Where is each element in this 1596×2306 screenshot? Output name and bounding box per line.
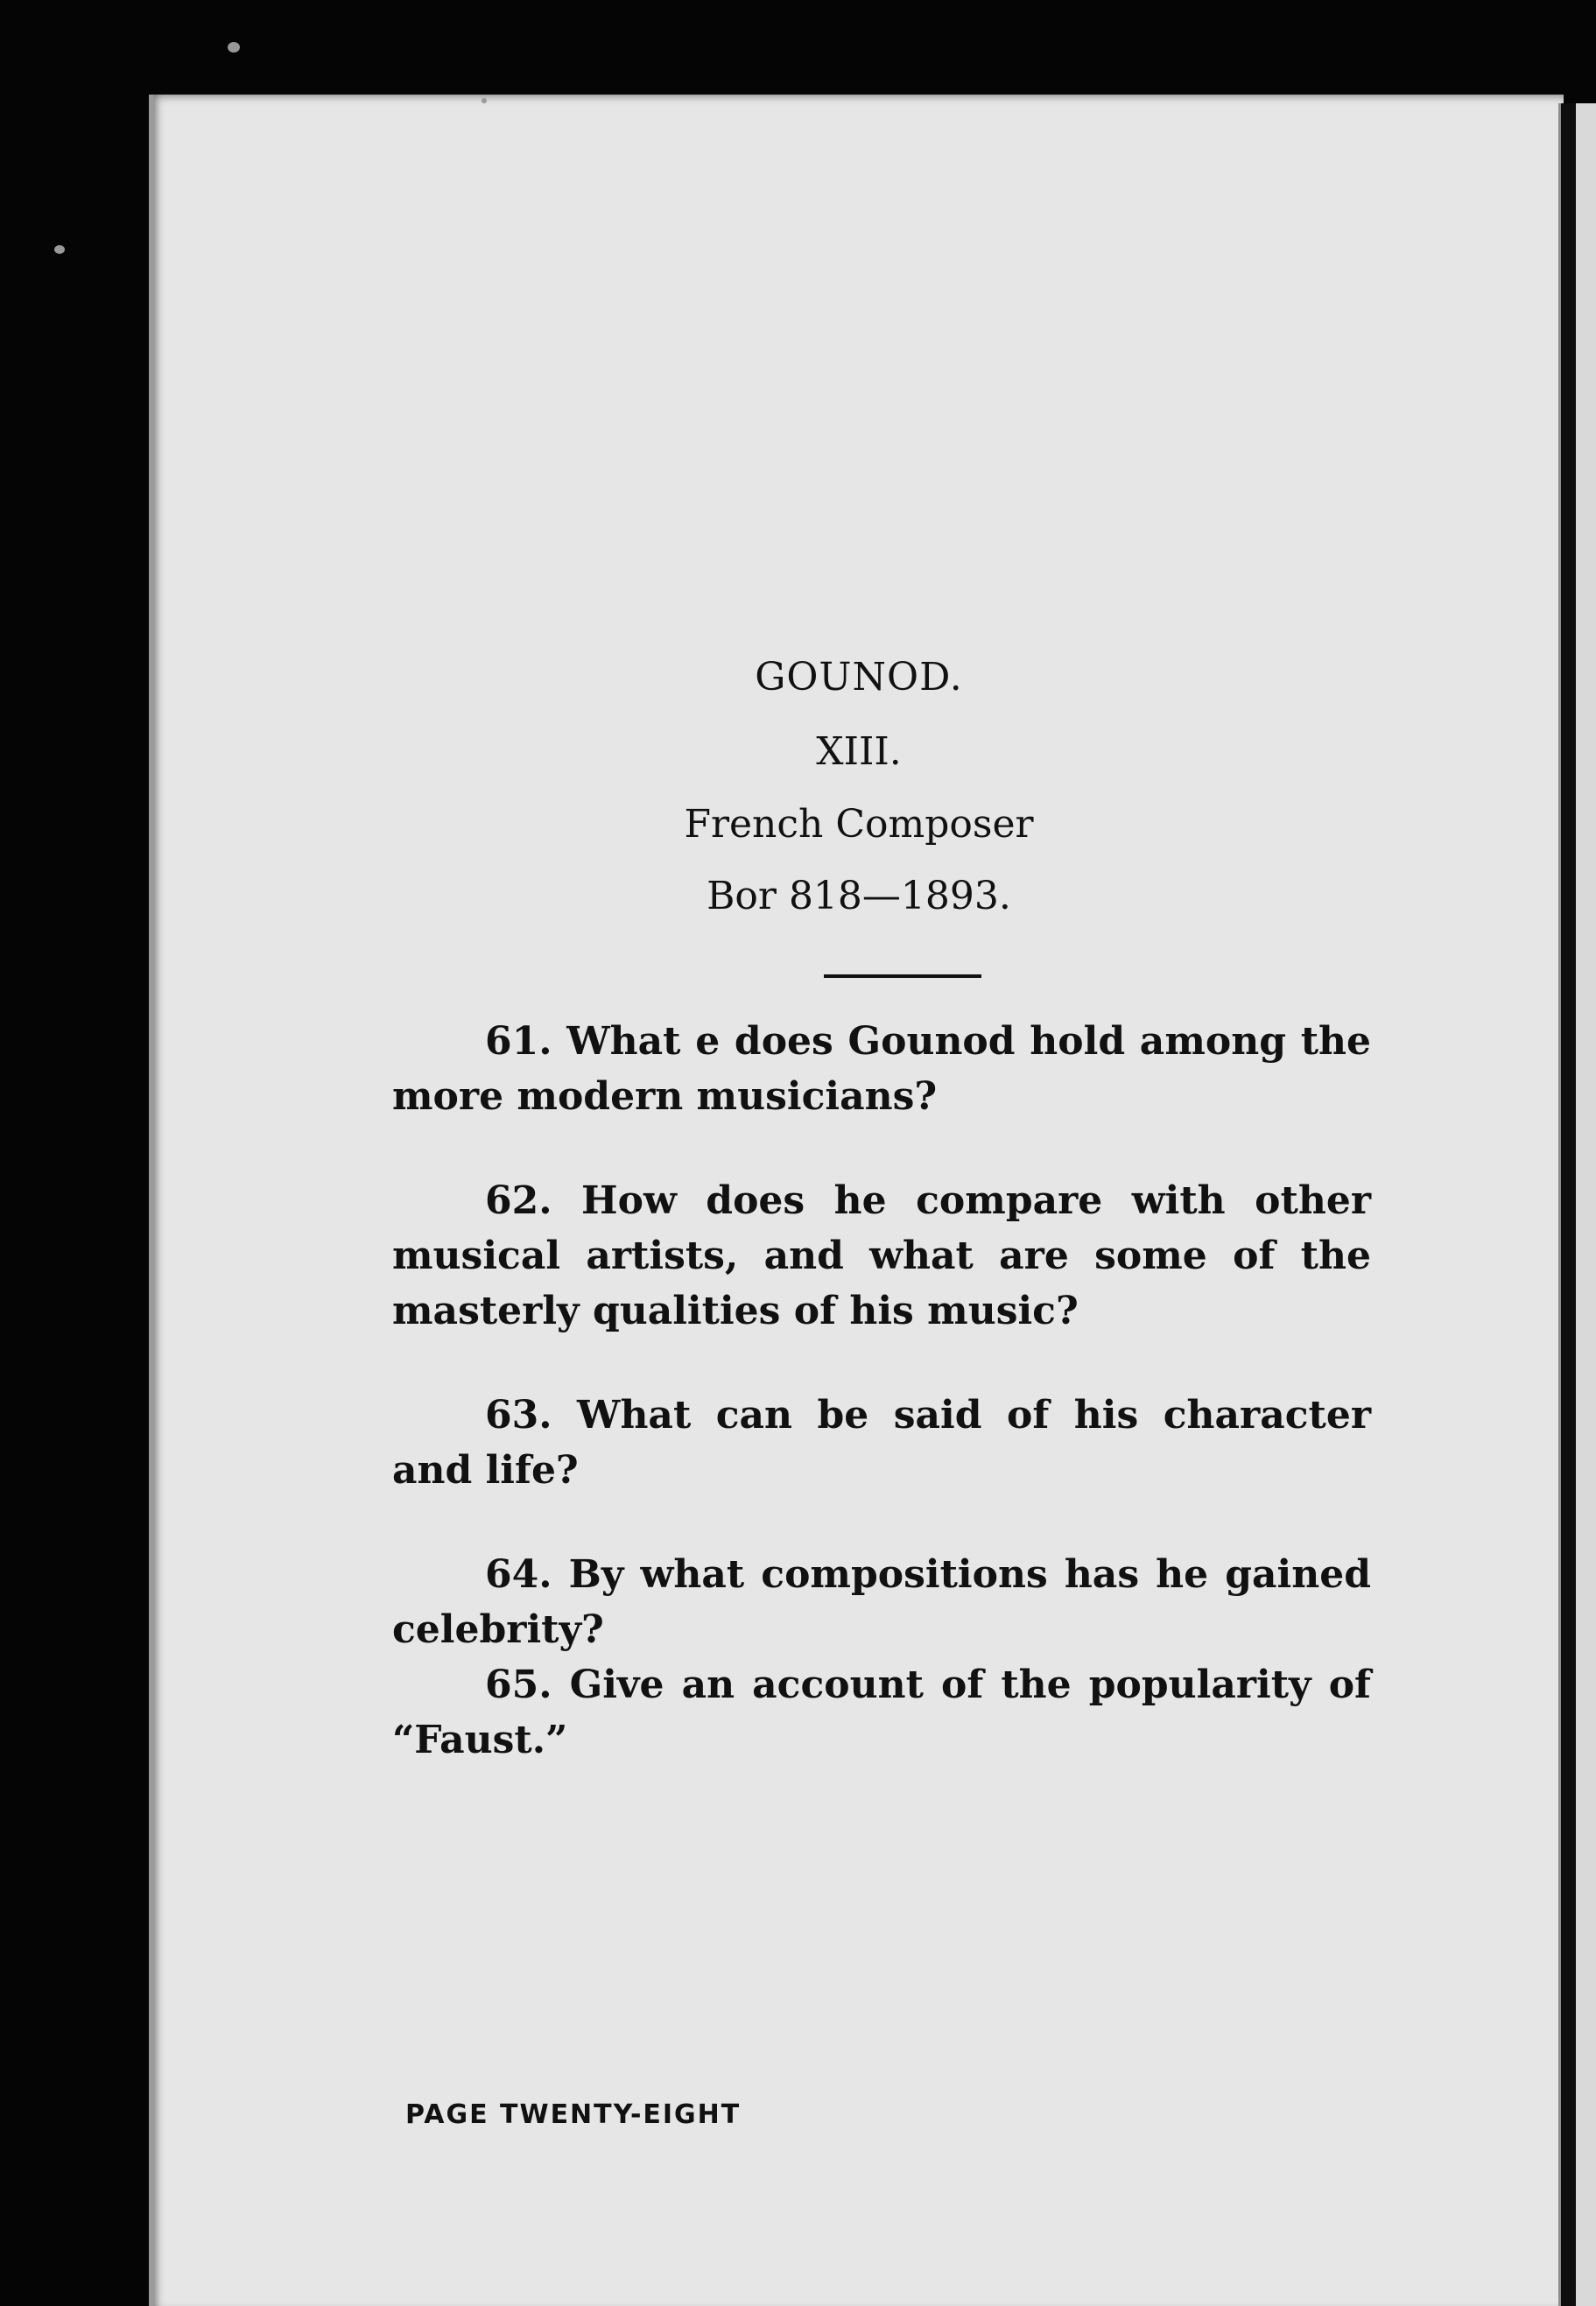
question-62: 62. How does he compare with other musical artists, and what are some of the masterly qualities of his music?: [392, 1178, 1371, 1333]
chapter-number: XIII.: [816, 729, 902, 774]
chapter-subtitle: French Composer: [684, 802, 1034, 847]
book-page: [149, 95, 1564, 2306]
section-divider: [824, 974, 981, 978]
life-dates: Bor 818—1893.: [707, 874, 1011, 918]
binding-edge: [1558, 103, 1577, 2306]
chapter-title: GOUNOD.: [755, 655, 963, 700]
page-number-footer: PAGE TWENTY-EIGHT: [405, 2099, 742, 2130]
question-63: 63. What can be said of his character and life?: [392, 1393, 1371, 1493]
adjacent-page-edge: [1576, 103, 1596, 2306]
question-65: 65. Give an account of the popularity of “Faust.”: [392, 1663, 1371, 1762]
question-61: 61. What e does Gounod hold among the more modern musicians?: [392, 1019, 1371, 1119]
dust-speck: [228, 42, 240, 53]
dust-speck: [482, 98, 487, 103]
question-list: [392, 1014, 1371, 1817]
dust-speck: [54, 245, 65, 254]
question-64: 64. By what compositions has he gained celebrity?: [392, 1552, 1371, 1652]
